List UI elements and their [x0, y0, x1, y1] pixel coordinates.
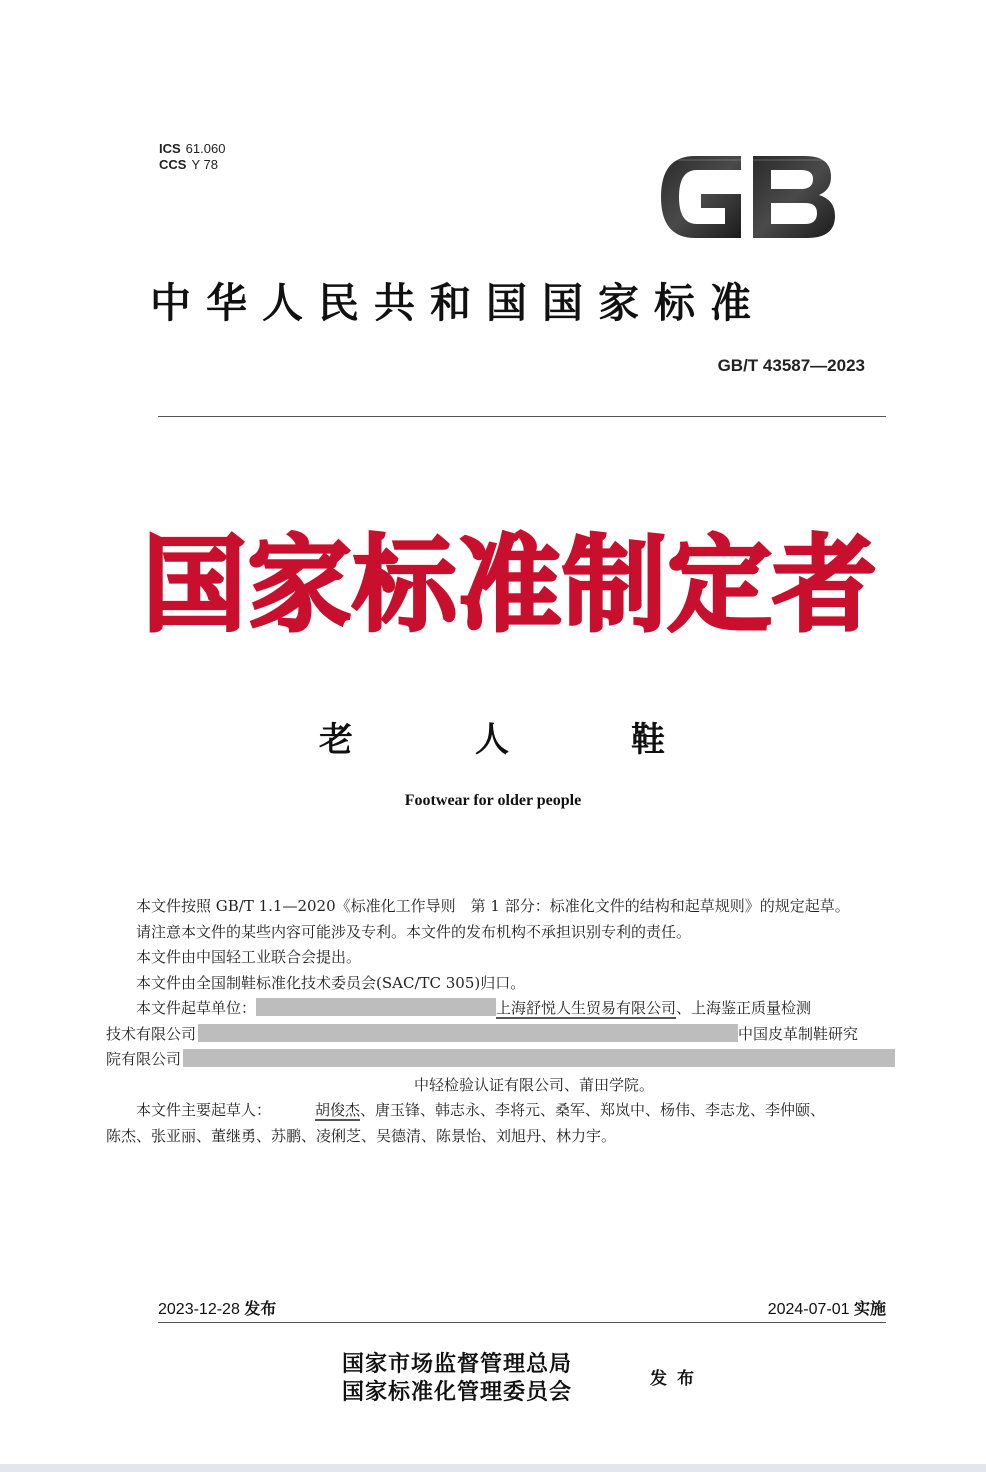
foreword-paragraph: 本文件由中国轻工业联合会提出。: [136, 948, 362, 966]
drafting-units-line: 中轻检验认证有限公司、莆田学院。: [414, 1075, 655, 1094]
document-title-cn: 老 人 鞋: [319, 720, 667, 760]
issuer-samr: 国家市场监督管理总局: [342, 1351, 573, 1377]
foreword-paragraph: 本文件按照 GB/T 1.1—2020《标准化工作导则 第 1 部分：标准化文件的结构和起草规则》的规定起草。: [136, 897, 850, 915]
footer-divider: [158, 1322, 886, 1323]
drafters-line: 本文件主要起草人： 胡俊杰、唐玉锋、韩志永、李将元、桑军、郑岚中、杨伟、李志龙、李仲颐、: [136, 1101, 826, 1119]
foreword-paragraph: 本文件由全国制鞋标准化技术委员会(SAC/TC 305)归口。: [136, 973, 526, 992]
drafting-units-line: 技术有限公司 中国皮革制鞋研究: [106, 1024, 859, 1043]
redaction-bar: [256, 998, 496, 1016]
publish-date: 2023-12-28 发布: [158, 1299, 277, 1318]
gb-logo: [655, 152, 839, 242]
foreword: [106, 894, 912, 1149]
effective-date: 2024-07-01 实施: [767, 1299, 886, 1318]
national-standard-title: 中华人民共和国国家标准: [150, 279, 766, 327]
issuing-organizations: [342, 1350, 572, 1406]
standard-number: GB/T 43587—2023: [717, 356, 865, 375]
header-divider: [158, 416, 886, 417]
issue-label: 发布: [650, 1369, 704, 1389]
drafting-units-line: 院有限公司: [106, 1047, 912, 1073]
issuer-sac: 国家标准化管理委员会: [342, 1379, 573, 1405]
ics-code: ICS 61.060: [159, 141, 226, 156]
viewer-bottom-edge: [0, 1464, 986, 1472]
drafting-units-line: 本文件起草单位： 上海舒悦人生贸易有限公司、上海鉴正质量检测: [136, 999, 812, 1017]
ccs-code: CCS Y 78: [159, 157, 218, 172]
overlay-stamp-text: 国家标准制定者: [142, 524, 878, 646]
document-title-en: Footwear for older people: [404, 792, 582, 809]
foreword-paragraph: 请注意本文件的某些内容可能涉及专利。本文件的发布机构不承担识别专利的责任。: [136, 922, 692, 941]
redaction-bar: [183, 1049, 895, 1067]
drafters-line: 陈杰、张亚丽、董继勇、苏鹏、凌俐芝、吴德清、陈景怡、刘旭丹、林力宇。: [106, 1126, 617, 1145]
redaction-bar: [198, 1024, 738, 1042]
classification-codes: [159, 141, 225, 173]
